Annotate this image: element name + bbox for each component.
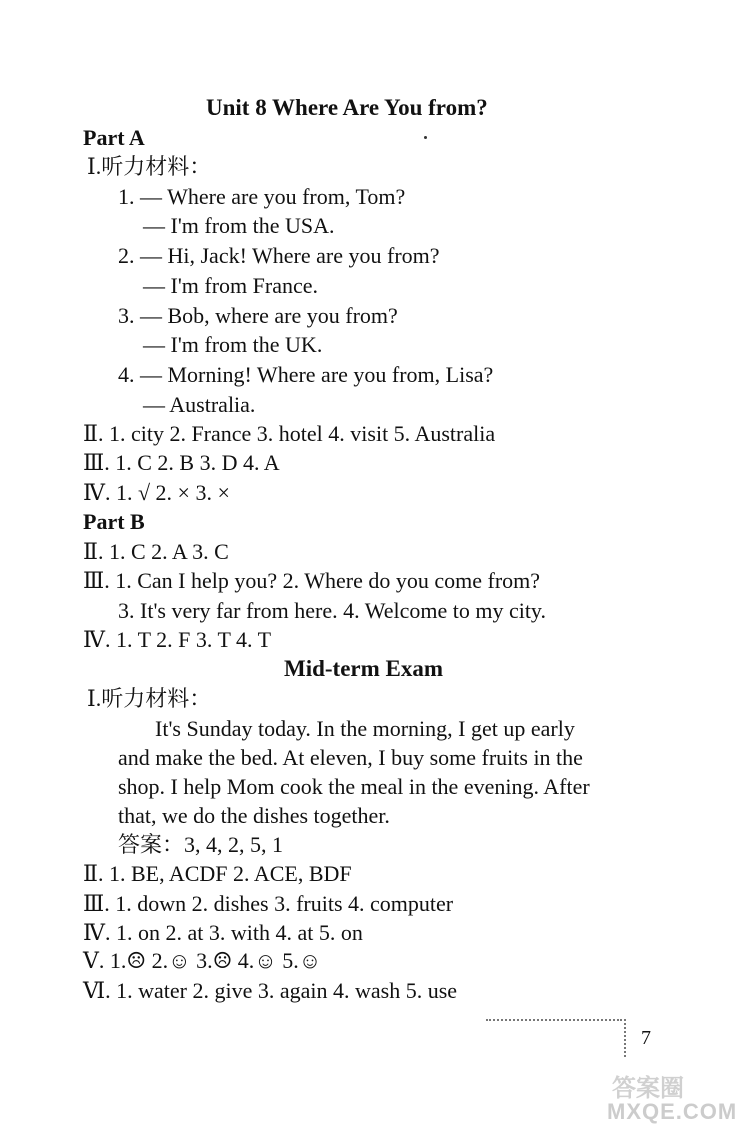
midterm-section-6: Ⅵ. 1. water 2. give 3. again 4. wash 5. use xyxy=(83,978,458,1003)
part-b-heading: Part B xyxy=(83,509,145,534)
dialogue-line: — I'm from the UK. xyxy=(143,332,323,357)
unit-title: Unit 8 Where Are You from? xyxy=(206,95,488,120)
part-b-section-2: Ⅱ. 1. C 2. A 3. C xyxy=(83,539,229,564)
midterm-section-1-label: Ⅰ.听力材料： xyxy=(87,686,212,711)
dialogue-line: 4. — Morning! Where are you from, Lisa? xyxy=(118,362,494,387)
part-a-section-2: Ⅱ. 1. city 2. France 3. hotel 4. visit 5. Australia xyxy=(83,421,496,446)
dialogue-line: — I'm from France. xyxy=(143,273,319,298)
midterm-section-4: Ⅳ. 1. on 2. at 3. with 4. at 5. on xyxy=(83,920,363,945)
midterm-section-2: Ⅱ. 1. BE, ACDF 2. ACE, BDF xyxy=(83,861,352,886)
page-number: 7 xyxy=(641,1027,651,1049)
passage-line: that, we do the dishes together. xyxy=(118,803,390,828)
dialogue-line: — I'm from the USA. xyxy=(143,213,335,238)
part-b-section-3: Ⅲ. 1. Can I help you? 2. Where do you come from? xyxy=(83,568,541,593)
watermark-site: MXQE.COM xyxy=(607,1099,738,1124)
midterm-answers: 答案：3, 4, 2, 5, 1 xyxy=(118,832,284,857)
part-a-heading: Part A xyxy=(83,125,145,150)
watermark-logo: 答案圈 xyxy=(612,1075,684,1102)
passage-line: shop. I help Mom cook the meal in the evening. After xyxy=(118,774,590,799)
dialogue-line: 3. — Bob, where are you from? xyxy=(118,303,398,328)
dialogue-line: — Australia. xyxy=(143,392,256,417)
part-a-section-4: Ⅳ. 1. √ 2. × 3. × xyxy=(83,480,230,505)
midterm-section-5: Ⅴ. 1.☹ 2.☺ 3.☹ 4.☺ 5.☺ xyxy=(83,948,322,973)
dialogue-line: 1. — Where are you from, Tom? xyxy=(118,184,406,209)
midterm-section-3: Ⅲ. 1. down 2. dishes 3. fruits 4. computer xyxy=(83,891,454,916)
part-b-section-3-continued: 3. It's very far from here. 4. Welcome to my city. xyxy=(118,598,547,623)
passage-line: It's Sunday today. In the morning, I get up early xyxy=(155,716,575,741)
footer-dotted-rule xyxy=(486,1019,622,1021)
stray-dot xyxy=(424,136,427,139)
part-a-section-1-label: Ⅰ.听力材料： xyxy=(87,154,212,179)
footer-dotted-divider xyxy=(624,1019,626,1057)
part-b-section-4: Ⅳ. 1. T 2. F 3. T 4. T xyxy=(83,627,272,652)
part-a-section-3: Ⅲ. 1. C 2. B 3. D 4. A xyxy=(83,450,280,475)
passage-line: and make the bed. At eleven, I buy some fruits in the xyxy=(118,745,583,770)
dialogue-line: 2. — Hi, Jack! Where are you from? xyxy=(118,243,440,268)
midterm-title: Mid-term Exam xyxy=(284,656,444,681)
